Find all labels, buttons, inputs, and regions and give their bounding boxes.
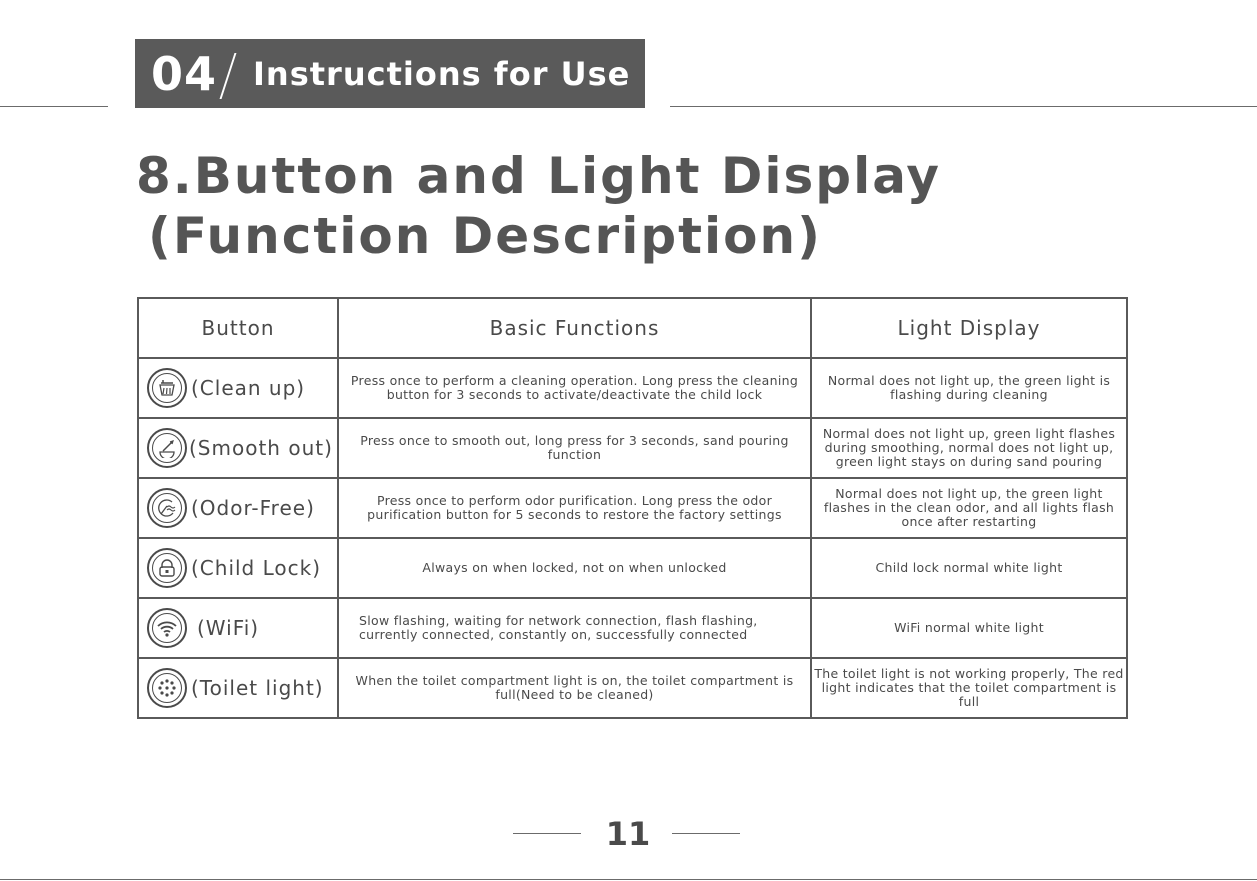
table-row [138,658,1127,718]
page-title [136,146,941,266]
button-cell [138,358,338,418]
button-label: (Odor-Free) [191,496,315,520]
basic-function-cell: Slow flashing, waiting for network connection, flash flashing, currently connected, constantly on, successfully connected [338,598,811,658]
table-row [138,478,1127,538]
basic-function-cell: When the toilet compartment light is on, the toilet compartment is full(Need to be cleaned) [338,658,811,718]
button-cell [138,418,338,478]
button-label: (Child Lock) [191,556,322,580]
button-label: (Clean up) [191,376,306,400]
toilet-light-icon [147,668,187,708]
button-label: (Toilet light) [191,676,324,700]
basic-function-cell: Press once to perform a cleaning operation. Long press the cleaning button for 3 seconds to activate/deactivate the child lock [338,358,811,418]
table-row [138,418,1127,478]
section-number: 04 [151,47,218,101]
button-label: (WiFi) [197,616,260,640]
table-row [138,598,1127,658]
footer-rule-left [513,833,581,834]
page-title-line2: (Function Description) [148,207,822,265]
light-display-cell: Normal does not light up, the green light flashes in the clean odor, and all lights flash once after restarting [811,478,1127,538]
section-title: Instructions for Use [253,55,631,93]
basic-function-cell: Press once to smooth out, long press for 3 seconds, sand pouring function [338,418,811,478]
footer-rule-right [672,833,740,834]
light-display-cell: Normal does not light up, green light flashes during smoothing, normal does not light up, green light stays on during sand pouring [811,418,1127,478]
column-header-light-display: Light Display [811,298,1127,358]
table-row [138,358,1127,418]
slash-divider [220,53,237,99]
odor-icon [147,488,187,528]
button-label: (Smooth out) [189,436,333,460]
light-display-cell: Normal does not light up, the green light is flashing during cleaning [811,358,1127,418]
header-rule-right [670,106,1257,107]
wifi-icon [147,608,187,648]
page-title-line1: 8.Button and Light Display [136,147,942,205]
button-cell [138,598,338,658]
page-number: 11 [605,815,651,853]
button-cell [138,538,338,598]
light-display-cell: Child lock normal white light [811,538,1127,598]
button-cell [138,478,338,538]
column-header-button: Button [138,298,338,358]
lock-icon [147,548,187,588]
table-header-row [138,298,1127,358]
light-display-cell: WiFi normal white light [811,598,1127,658]
basic-function-cell: Press once to perform odor purification. Long press the odor purification button for 5 seconds to restore the factory settings [338,478,811,538]
button-cell [138,658,338,718]
section-badge [135,39,645,108]
bottom-rule [0,879,1257,880]
smooth-icon [147,428,187,468]
light-display-cell: The toilet light is not working properly, The red light indicates that the toilet compartment is full [811,658,1127,718]
table-row [138,538,1127,598]
function-table [137,297,1128,719]
broom-icon [147,368,187,408]
column-header-basic-functions: Basic Functions [338,298,811,358]
header-rule-left [0,106,108,107]
basic-function-cell: Always on when locked, not on when unlocked [338,538,811,598]
